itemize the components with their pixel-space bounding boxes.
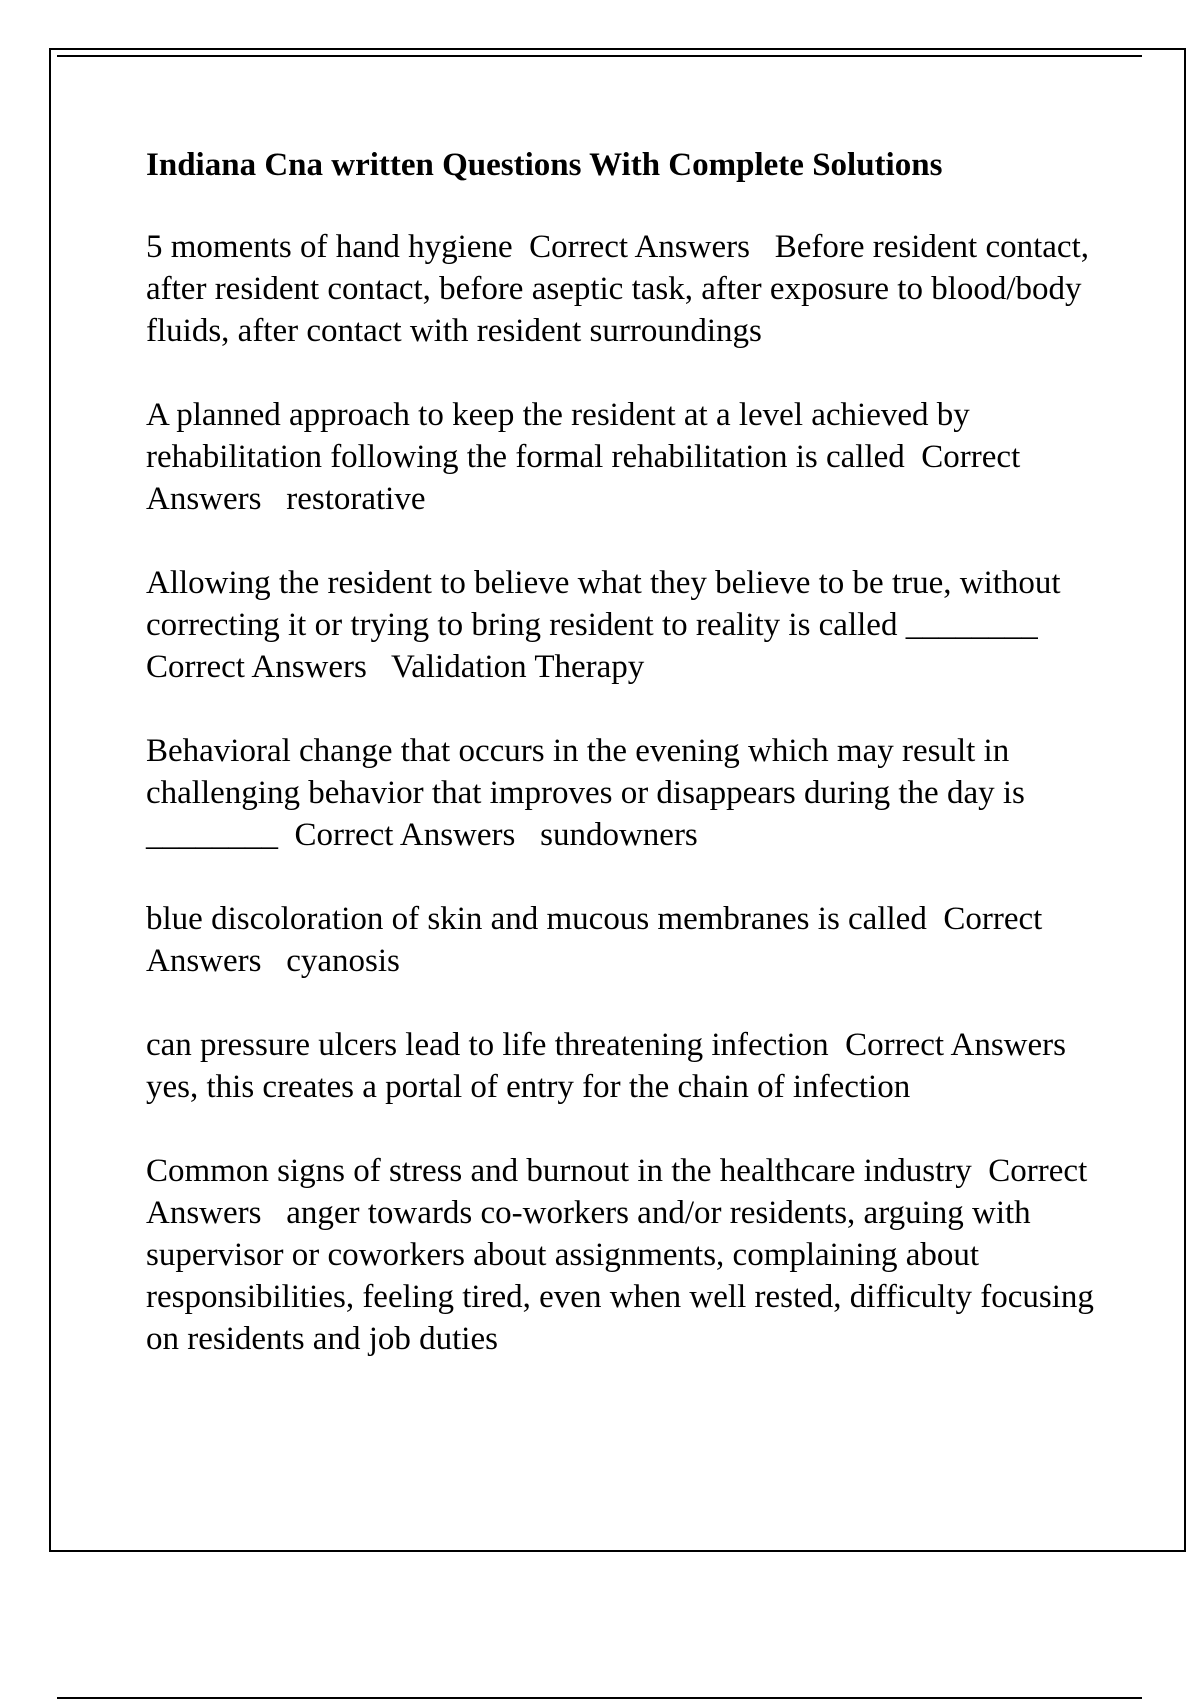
qa-entry-1 [146, 226, 1106, 352]
answer-text: restorative [286, 481, 426, 517]
answer-label: Correct Answers [529, 229, 750, 265]
question-text: Common signs of stress and burnout in the healthcare industry [146, 1153, 972, 1189]
answer-label: Correct Answers [146, 1153, 1094, 1231]
qa-entry-4 [146, 730, 1106, 856]
answer-label: Correct Answers [845, 1027, 1066, 1063]
question-text: blue discoloration of skin and mucous membranes is called [146, 901, 927, 937]
answer-text: anger towards co-workers and/or residents, arguing with supervisor or coworkers about assignments, complaining about responsibilities, feeling tired, even when well rested, difficulty focusing on residents and job duties [146, 1195, 1103, 1357]
answer-text: Validation Therapy [391, 649, 645, 685]
question-text: Allowing the resident to believe what they believe to be true, without correcting it or trying to bring resident to reality is called ________ [146, 565, 1069, 643]
answer-label: Correct Answers [294, 817, 516, 853]
qa-entry-5 [146, 898, 1106, 982]
answer-label: Correct Answers [146, 439, 1027, 517]
answer-text: Before resident contact, after resident contact, before aseptic task, after exposure to blood/body fluids, after contact with resident surroundings [146, 229, 1098, 349]
qa-entry-6 [146, 1024, 1106, 1108]
question-text: can pressure ulcers lead to life threatening infection [146, 1027, 829, 1063]
answer-label: Correct Answers [146, 649, 367, 685]
bottom-rule [57, 1697, 1142, 1699]
document-title: Indiana Cna written Questions With Complete Solutions [146, 147, 943, 183]
qa-entry-7 [146, 1150, 1106, 1360]
question-text: Behavioral change that occurs in the evening which may result in challenging behavior that improves or disappears during the day is ________ [146, 733, 1034, 853]
qa-entry-2 [146, 394, 1106, 520]
answer-text: yes, this creates a portal of entry for the chain of infection [146, 1069, 911, 1105]
answer-label: Correct Answers [146, 901, 1049, 979]
qa-entry-3 [146, 562, 1106, 688]
question-text: A planned approach to keep the resident at a level achieved by rehabilitation following the formal rehabilitation is called [146, 397, 978, 475]
question-text: 5 moments of hand hygiene [146, 229, 513, 265]
answer-text: cyanosis [286, 943, 400, 979]
document-body [146, 144, 1106, 1402]
answer-text: sundowners [540, 817, 698, 853]
